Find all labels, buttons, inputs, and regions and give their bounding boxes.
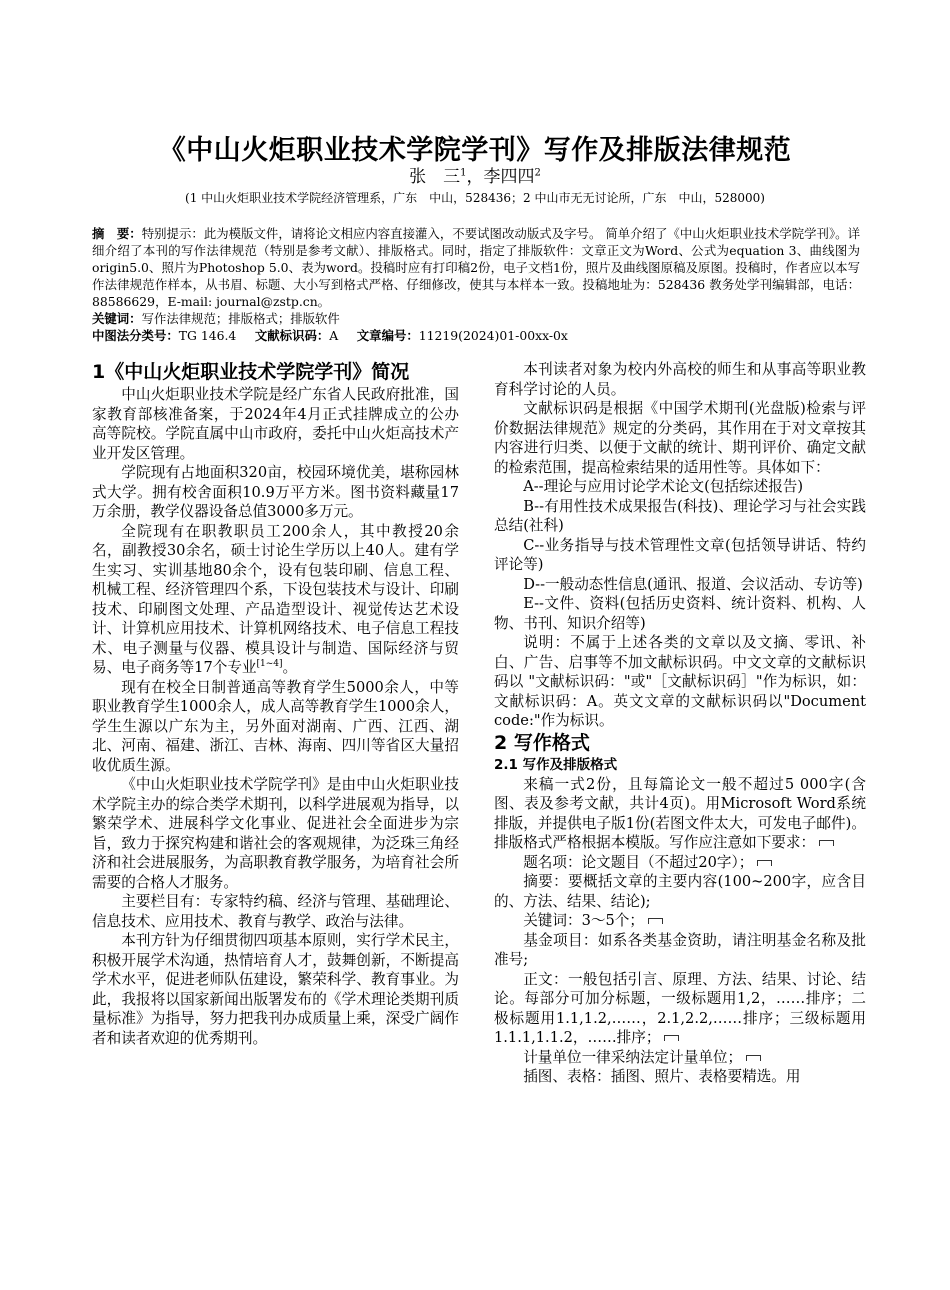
paragraph-text: 正文：一般包括引言、原理、方法、结果、讨论、结论。每部分可加分标题，一级标题用1,2，……排序；二极标题用1.1,1.2,……，2.1,2.2,……排序；三级标题用1.1.1,1.1.2，……排序；	[494, 970, 866, 1046]
author-line	[0, 162, 950, 187]
paragraph	[494, 970, 866, 1048]
paragraph: 主要栏目有：专家特约稿、经济与管理、基础理论、信息技术、应用技术、教育与教学、政治与法律。	[92, 893, 459, 930]
paragraph: 现有在校全日制普通高等教育学生5000余人，中等职业教育学生1000余人，成人高等教育学生1000余人，学生生源以广东为主，另外面对湖南、广西、江西、湖北、河南、福建、浙江、吉林、海南、四川等省区大量招收优质生源。	[92, 678, 459, 774]
keywords-label: 关键词：	[92, 311, 142, 326]
clc-value: TG 146.4	[178, 328, 237, 343]
paragraph	[92, 522, 459, 678]
list-item: A--理论与应用讨论学术论文(包括综述报告)	[523, 478, 804, 495]
paragraph-mark-icon	[819, 840, 834, 846]
abstract-text: 特别提示：此为模版文件，请将论文相应内容直接灌入，不要试图改动版式及字号。 简单介绍了《中山火炬职业技术学院学刊》。详细介绍了本刊的写作法律规范（特别是参考文献）、排版格式。同时，指定了排版软件：文章正文为Word、公式为equation 3、曲线图为origin5.0、照片为Photoshop 5.0、表为word。投稿时应有打印稿2份，电子文档1份，照片及曲线图原稿及原图。投稿时，作者应以本写作法律规范作样本，从书眉、标题、大小写到格式严格、仔细修改，使其与本样本一致。投稿地址为：528436 教务处学刊编辑部，电话：88586629，E-mail: journal@zstp.cn。	[92, 226, 860, 309]
list-item: C--业务指导与技术管理性文章(包括领导讲话、特约评论等)	[494, 536, 866, 573]
author-affil-mark: 2	[534, 167, 541, 179]
paragraph-text: 关键词：3～5个；	[523, 912, 644, 929]
paragraph: 文献标识码是根据《中国学术期刊(光盘版)检索与评价数据法律规范》规定的分类码，其作用在于对文章按其内容进行归类、以便于文献的统计、期刊评价、确定文献的检索范围，提高检索结果的适用性等。具体如下：	[494, 400, 866, 476]
abstract-paragraph	[92, 225, 860, 310]
paragraph: 基金项目：如系各类基金资助，请注明基金名称及批准号;	[494, 931, 866, 968]
paragraph: 本刊方针为仔细贯彻四项基本原则，实行学术民主，积极开展学术沟通，热情培育人才，鼓舞创新，不断提高学术水平，促进老师队伍建设，繁荣科学、教育事业。为此，我报将以国家新闻出版署发布的《学术理论类期刊质量标准》为指导，努力把我刊办成质量上乘，深受广阔作者和读者欢迎的优秀期刊。	[92, 932, 459, 1047]
doc-code-label: 文献标识码：	[254, 328, 330, 343]
paragraph	[494, 911, 866, 931]
paragraph-text: 题名项：论文题目（不超过20字）；	[523, 853, 754, 871]
paragraph-mark-icon	[757, 860, 772, 866]
subsection-heading: 2.1 写作及排版格式	[494, 756, 618, 773]
clc-label: 中图法分类号：	[92, 328, 179, 343]
abstract-label: 摘 要：	[92, 226, 142, 241]
paragraph-text: 计量单位一律采纳法定计量单位；	[523, 1048, 743, 1066]
paragraph-end: 。	[282, 659, 298, 676]
paragraph-text: 来稿一式2份，且每篇论文一般不超过5 000字(含图、表及参考文献，共计4页)。用Microsoft Word系统排版，并提供电子版1份(若图文件太大，可发电子邮件)。排版格式严格根据本模版。写作应注意如下要求：	[494, 775, 866, 851]
list-item: E--文件、资料(包括历史资料、统计资料、机构、人物、书刊、知识介绍等)	[494, 595, 866, 632]
paragraph: 本刊读者对象为校内外高校的师生和从事高等职业教育科学讨论的人员。	[494, 361, 866, 398]
list-item: B--有用性技术成果报告(科技)、理论学习与社会实践总结(社科)	[494, 497, 866, 534]
keywords-text: 写作法律规范；排版格式；排版软件	[141, 311, 340, 326]
author-affil-mark: 1	[460, 167, 467, 179]
article-number-label: 文章编号：	[356, 328, 419, 343]
list-item: D--一般动态性信息(通讯、报道、会议活动、专访等)	[523, 575, 863, 593]
section-heading: 2 写作格式	[494, 731, 590, 754]
paper-title: 《中山火炬职业技术学院学刊》写作及排版法律规范	[158, 135, 792, 166]
abstract-block	[92, 225, 860, 344]
left-column	[92, 360, 459, 1048]
paragraph	[494, 853, 866, 873]
paragraph: 《中山火炬职业技术学院学刊》是由中山火炬职业技术学院主办的综合类学术期刊，以科学进展观为指导，以繁荣学术、进展科学文化事业、促进社会全面进步为宗旨，致力于探究构建和谐社会的客观规律，为泛珠三角经济和社会进展服务，为高职教育教学服务，为培育社会所需要的合格人才服务。	[92, 776, 459, 891]
paragraph-text: 全院现有在职教职员工200余人，其中教授20余名，副教授30余名，硕士讨论生学历以上40人。建有学生实习、实训基地80余个，设有包装印刷、信息工程、机械工程、经济管理四个系，下设包装技术与设计、印刷技术、印刷图文处理、产品造型设计、视觉传达艺术设计、计算机应用技术、计算机网络技术、电子信息工程技术、电子测量与仪器、模具设计与制造、国际经济与贸易、电子商务等17个专业	[92, 522, 459, 676]
paragraph: 中山火炬职业技术学院是经广东省人民政府批准，国家教育部核准备案，于2024年4月正式挂牌成立的公办高等院校。学院直属中山市政府，委托中山火炬高技术产业开发区管理。	[92, 386, 459, 462]
paragraph: 学院现有占地面积320亩，校园环境优美，堪称园林式大学。拥有校舍面积10.9万平方米。图书资料藏量17万余册，教学仪器设备总值3000多万元。	[92, 464, 459, 520]
section-heading: 1《中山火炬职业技术学院学刊》简况	[92, 361, 410, 383]
paragraph: 摘要：要概括文章的主要内容(100~200字，应含目的、方法、结果、结论);	[494, 873, 866, 910]
article-number-value: 11219(2024)01-00xx-0x	[418, 328, 568, 343]
paragraph	[494, 1048, 866, 1068]
paragraph-mark-icon	[746, 1055, 761, 1061]
paragraph: 插图、表格：插图、照片、表格要精选。用	[523, 1068, 801, 1085]
author-separator: ，	[466, 167, 484, 187]
paragraph	[494, 775, 866, 853]
keywords-line	[92, 310, 860, 327]
author-name: 张 三	[409, 167, 461, 187]
classification-line	[92, 327, 860, 344]
right-column	[494, 360, 866, 1087]
doc-code-value: A	[329, 328, 339, 343]
author-name: 李四四	[483, 167, 535, 187]
citation-mark: [1~4]	[256, 659, 283, 670]
affiliation: (1 中山火炬职业技术学院经济管理系，广东 中山，528436；2 中山市无无讨论所，广东 中山，528000)	[185, 191, 765, 205]
paragraph-mark-icon	[648, 918, 663, 924]
paragraph-mark-icon	[664, 1035, 679, 1041]
paragraph: 说明：不属于上述各类的文章以及文摘、零讯、补白、广告、启事等不加文献标识码。中文文章的文献标识码以 "文献标识码："或"［文献标识码］"作为标识，如：文献标识码：A。英文文章的文献标识码以"Document code:"作为标识。	[494, 634, 866, 729]
